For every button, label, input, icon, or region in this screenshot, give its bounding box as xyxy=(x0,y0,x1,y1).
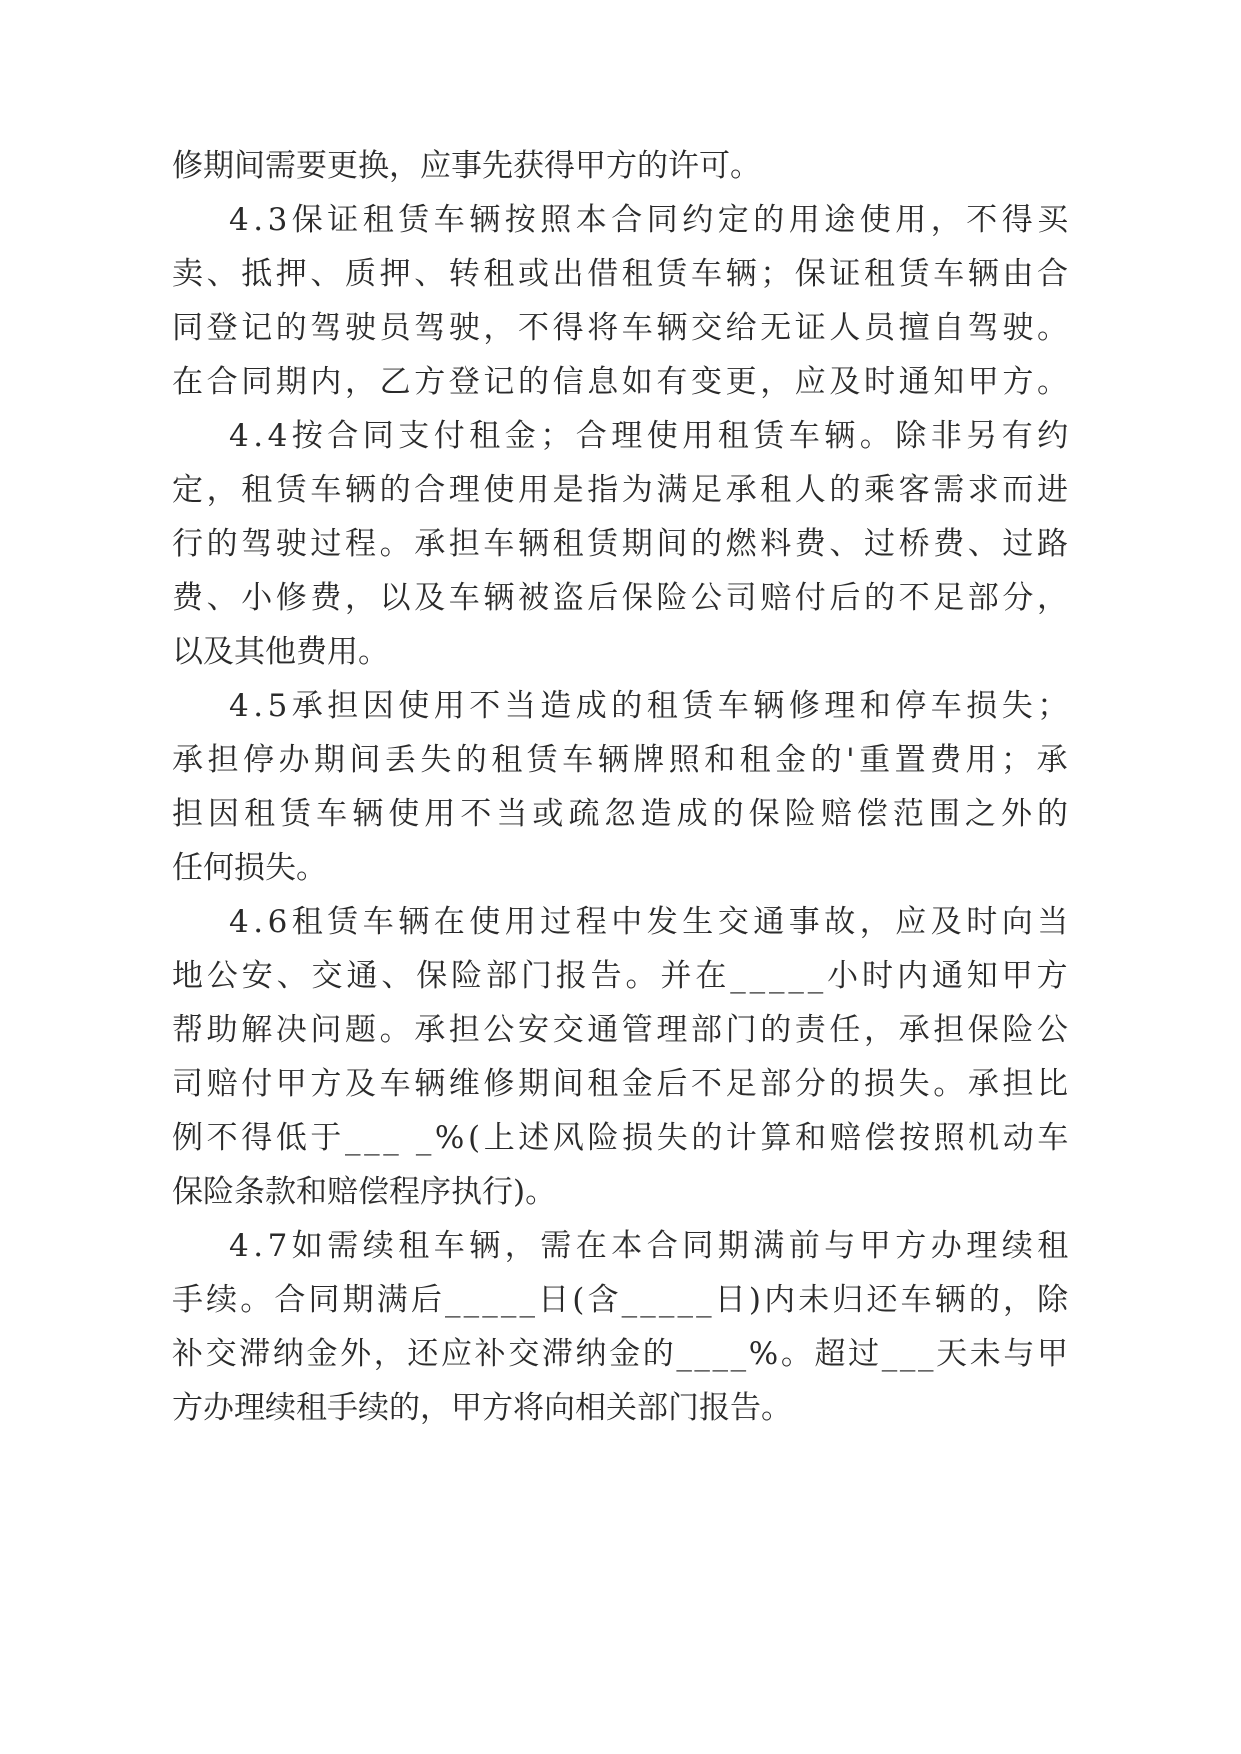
line-text-3: 卖、抵押、质押、转租或出借租赁车辆；保证租赁车辆由合 xyxy=(172,256,1072,292)
text-line-18 xyxy=(0,1054,1241,1114)
text-line-22 xyxy=(0,1270,1241,1330)
line-text-8: 行的驾驶过程。承担车辆租赁期间的燃料费、过桥费、过路 xyxy=(172,526,1072,562)
text-line-20 xyxy=(0,1162,1241,1222)
text-line-10 xyxy=(0,622,1241,682)
line-text-4: 同登记的驾驶员驾驶，不得将车辆交给无证人员擅自驾驶。 xyxy=(172,310,1072,346)
line-text-2: 4.3保证租赁车辆按照本合同约定的用途使用，不得买 xyxy=(229,202,1073,238)
line-text-16: 地公安、交通、保险部门报告。并在_____小时内通知甲方 xyxy=(172,958,1072,994)
text-line-14 xyxy=(0,838,1241,898)
text-line-8 xyxy=(0,514,1241,574)
text-line-23 xyxy=(0,1324,1241,1384)
line-text-19: 例不得低于___ _%(上述风险损失的计算和赔偿按照机动车 xyxy=(172,1120,1073,1156)
line-text-13: 担因租赁车辆使用不当或疏忽造成的保险赔偿范围之外的 xyxy=(172,796,1074,832)
text-line-13 xyxy=(0,784,1241,844)
line-text-22: 手续。合同期满后_____日(含_____日)内未归还车辆的，除 xyxy=(172,1282,1072,1318)
text-line-2 xyxy=(0,190,1241,250)
text-line-12 xyxy=(0,730,1241,790)
text-line-19 xyxy=(0,1108,1241,1168)
text-line-15 xyxy=(0,892,1241,952)
text-line-24 xyxy=(0,1378,1241,1438)
text-line-5 xyxy=(0,352,1241,412)
text-line-1 xyxy=(0,136,1241,196)
line-text-18: 司赔付甲方及车辆维修期间租金后不足部分的损失。承担比 xyxy=(172,1066,1072,1102)
text-line-21 xyxy=(0,1216,1241,1276)
line-text-1: 修期间需要更换，应事先获得甲方的许可。 xyxy=(172,148,761,184)
line-text-23: 补交滞纳金外，还应补交滞纳金的____%。超过___天未与甲 xyxy=(172,1336,1071,1372)
text-line-16 xyxy=(0,946,1241,1006)
line-text-14: 任何损失。 xyxy=(172,850,327,886)
line-text-24: 方办理续租手续的，甲方将向相关部门报告。 xyxy=(172,1390,792,1426)
line-text-15: 4.6租赁车辆在使用过程中发生交通事故，应及时向当 xyxy=(229,904,1073,940)
text-line-3 xyxy=(0,244,1241,304)
line-text-12: 承担停办期间丢失的租赁车辆牌照和租金的'重置费用；承 xyxy=(172,742,1072,778)
line-text-11: 4.5承担因使用不当造成的租赁车辆修理和停车损失； xyxy=(229,688,1073,724)
line-text-20: 保险条款和赔偿程序执行)。 xyxy=(172,1174,557,1210)
text-line-7 xyxy=(0,460,1241,520)
line-text-21: 4.7如需续租车辆，需在本合同期满前与甲方办理续租 xyxy=(229,1228,1073,1264)
line-text-7: 定，租赁车辆的合理使用是指为满足承租人的乘客需求而进 xyxy=(172,472,1072,508)
line-text-6: 4.4按合同支付租金；合理使用租赁车辆。除非另有约 xyxy=(229,418,1073,454)
text-line-4 xyxy=(0,298,1241,358)
line-text-17: 帮助解决问题。承担公安交通管理部门的责任，承担保险公 xyxy=(172,1012,1072,1048)
line-text-10: 以及其他费用。 xyxy=(172,634,389,670)
text-line-17 xyxy=(0,1000,1241,1060)
line-text-9: 费、小修费，以及车辆被盗后保险公司赔付后的不足部分， xyxy=(172,580,1072,616)
text-line-11 xyxy=(0,676,1241,736)
text-line-6 xyxy=(0,406,1241,466)
text-line-9 xyxy=(0,568,1241,628)
line-text-5: 在合同期内，乙方登记的信息如有变更，应及时通知甲方。 xyxy=(172,364,1072,400)
